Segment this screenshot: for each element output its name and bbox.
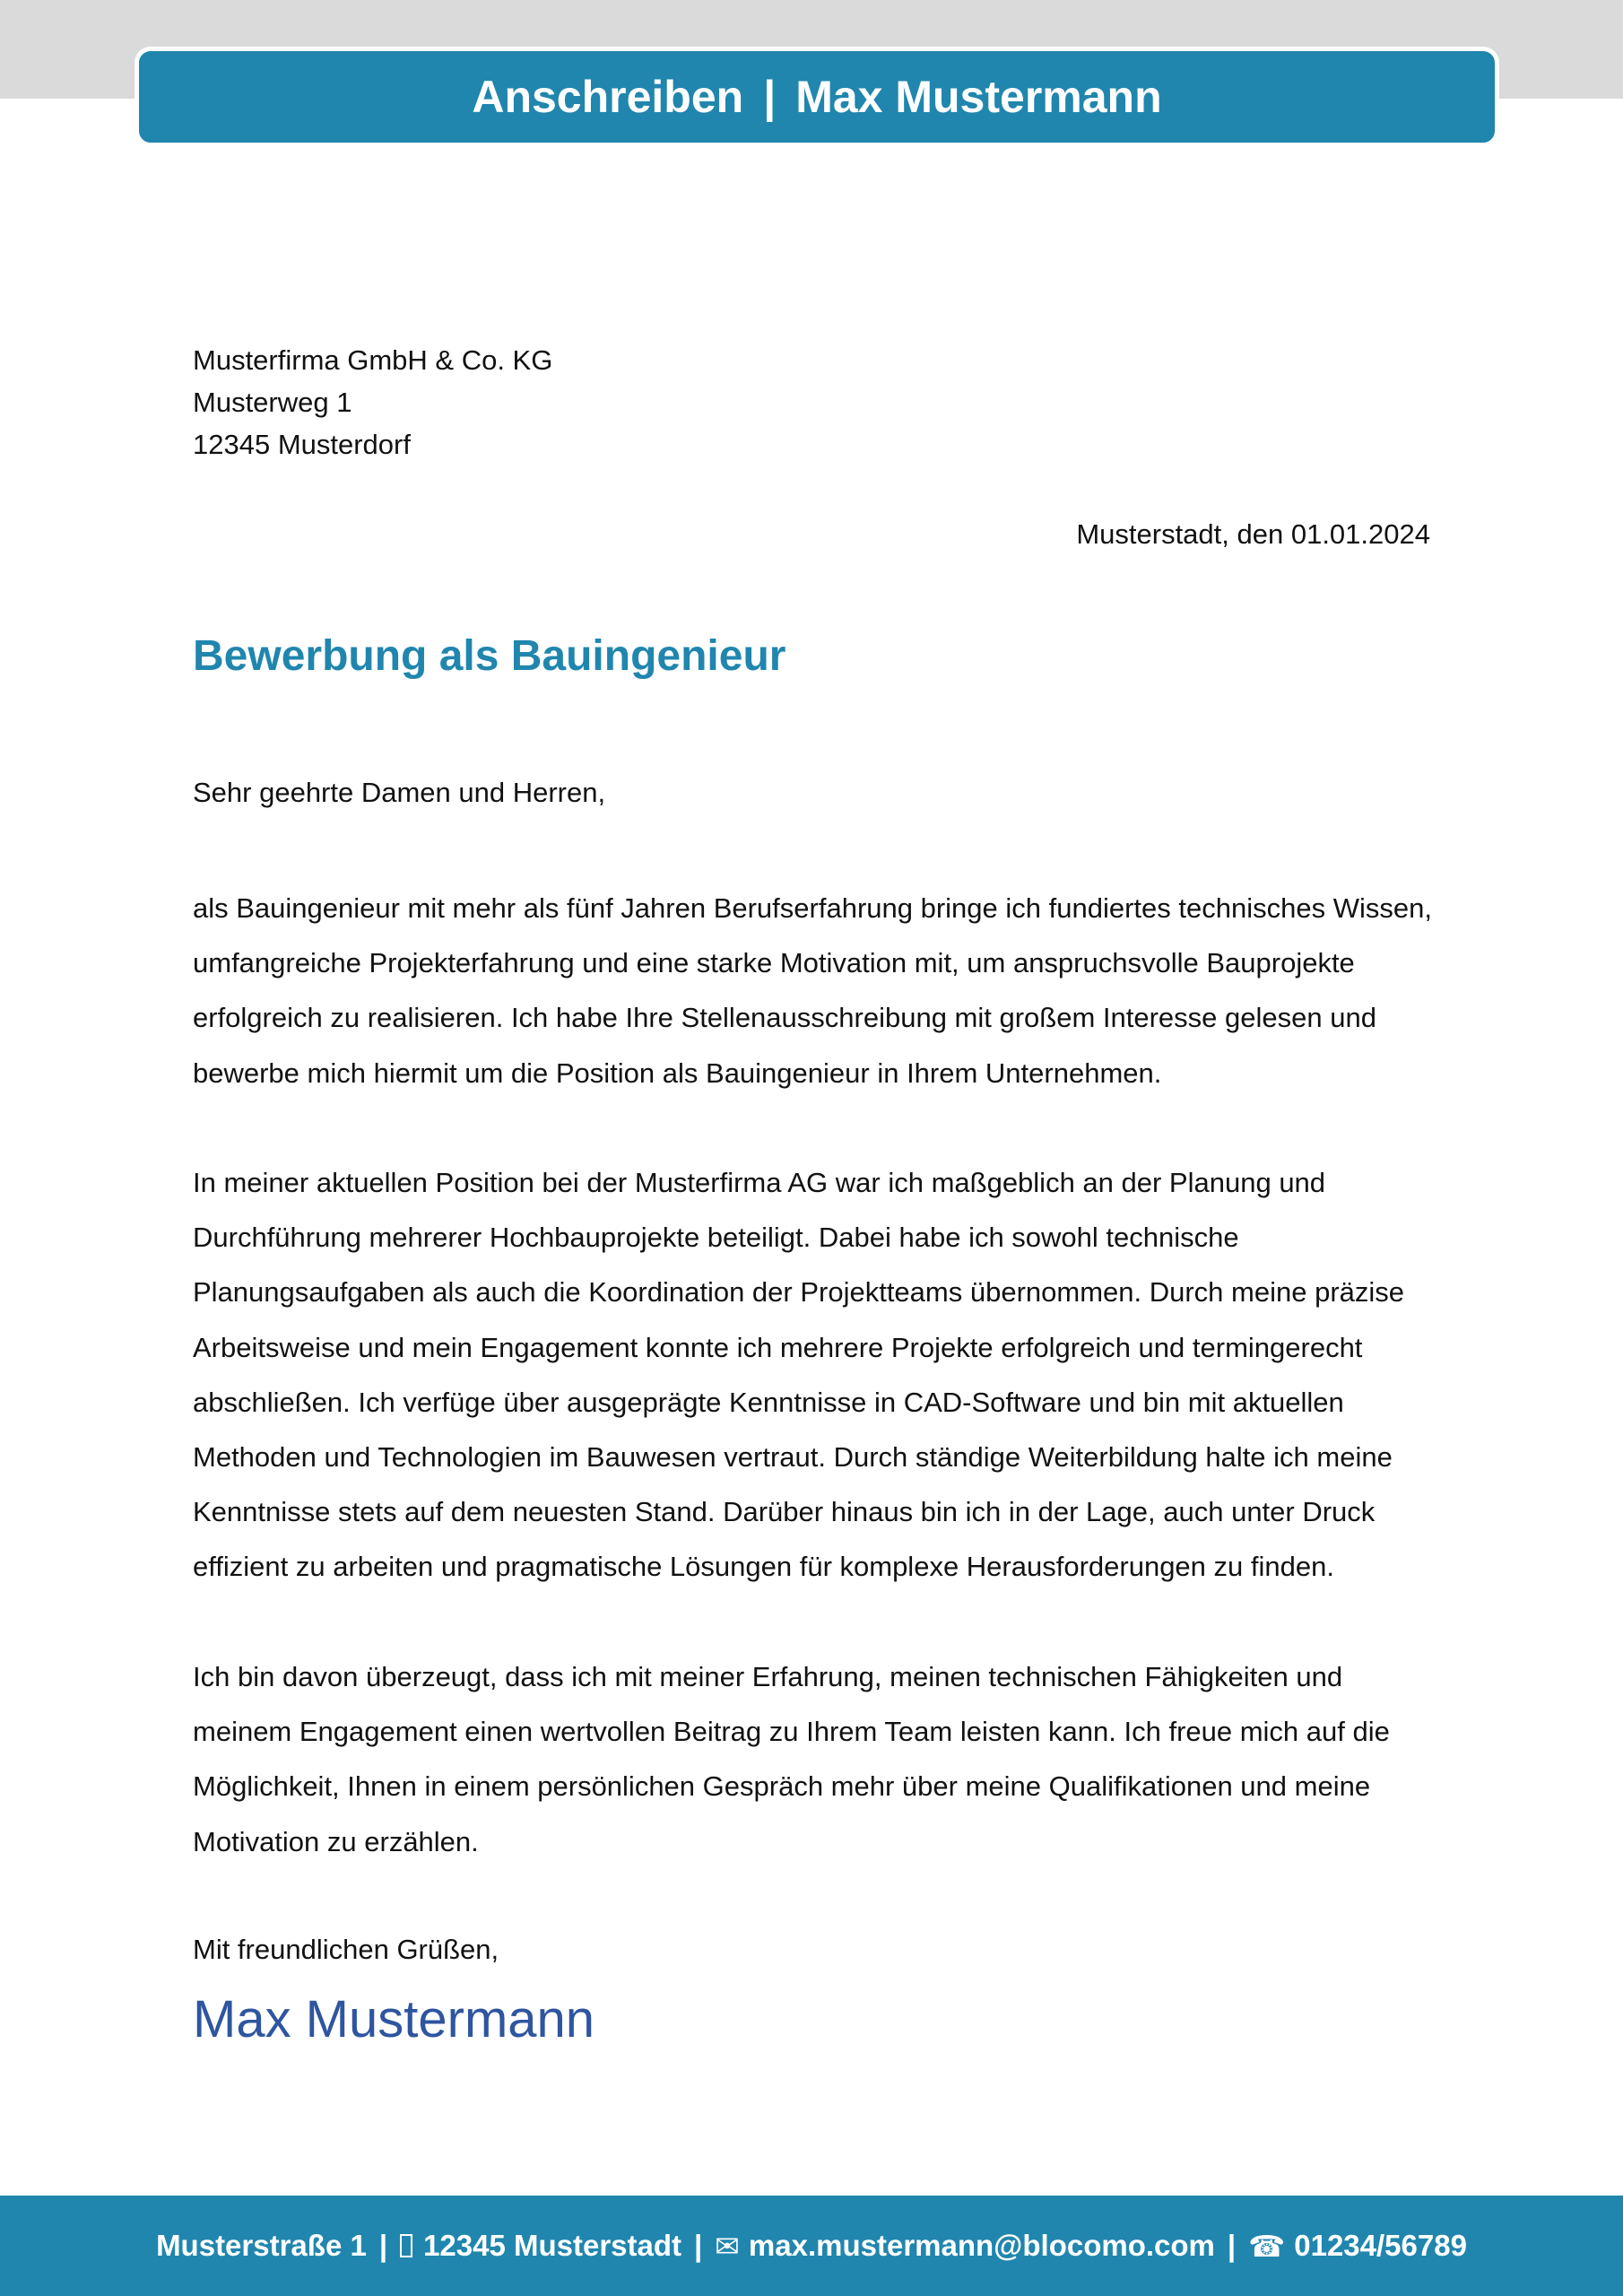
- signature: Max Mustermann: [193, 1990, 595, 2048]
- footer-separator: |: [378, 2229, 388, 2262]
- text-line: Durchführung mehrerer Hochbauprojekte beteiligt. Dabei habe ich sowohl technische: [193, 1222, 1239, 1254]
- footer-separator: |: [1227, 2229, 1237, 2262]
- body-paragraph-3: [193, 1649, 1448, 1869]
- text-line: Ich bin davon überzeugt, dass ich mit meiner Erfahrung, meinen technischen Fähigkeiten und: [193, 1661, 1343, 1692]
- text-line: Methoden und Technologien im Bauwesen vertraut. Durch ständige Weiterbildung halte ich meine: [193, 1441, 1393, 1474]
- footer-separator: |: [694, 2229, 703, 2262]
- text-line: Motivation zu erzählen.: [193, 1825, 479, 1857]
- salutation: Sehr geehrte Damen und Herren,: [193, 777, 606, 808]
- recipient-address: [193, 339, 552, 465]
- text-line: Arbeitsweise und mein Engagement konnte ich mehrere Projekte erfolgreich und termingerecht: [193, 1331, 1363, 1363]
- footer-city: 12345 Musterstadt: [423, 2229, 682, 2262]
- recipient-city: 12345 Musterdorf: [193, 429, 411, 460]
- header-separator: |: [763, 72, 777, 122]
- body-paragraph-2: [193, 1155, 1448, 1595]
- text-line: Kenntnisse stets auf dem neuesten Stand. Darüber hinaus bin ich in der Lage, auch unter Druck: [193, 1496, 1376, 1528]
- text-line: abschließen. Ich verfüge über ausgeprägte Kenntnisse in CAD-Software und bin mit aktuellen: [193, 1386, 1344, 1418]
- text-line: Möglichkeit, Ihnen in einem persönlichen Gespräch mehr über meine Qualifikationen und meine: [193, 1770, 1371, 1803]
- footer-street: Musterstraße 1: [156, 2229, 367, 2262]
- footer-email[interactable]: max.mustermann@blocomo.com: [748, 2229, 1215, 2262]
- phone-icon: ☎: [1248, 2229, 1286, 2263]
- text-line: In meiner aktuellen Position bei der Musterfirma AG war ich maßgeblich an der Planung und: [193, 1167, 1326, 1198]
- text-line: meinem Engagement einen wertvollen Beitrag zu Ihrem Team leisten kann. Ich freue mich auf die: [193, 1716, 1390, 1748]
- location-icon: [400, 2234, 412, 2257]
- header-doc-type: Anschreiben: [472, 72, 744, 122]
- header-banner: [135, 47, 1499, 147]
- text-line: effizient zu arbeiten und pragmatische Lösungen für komplexe Herausforderungen zu finden.: [193, 1551, 1334, 1583]
- email-icon: ✉: [715, 2229, 740, 2263]
- footer-contact-bar: [0, 2196, 1623, 2296]
- text-line: bewerbe mich hiermit um die Position als Bauingenieur in Ihrem Unternehmen.: [193, 1057, 1162, 1089]
- text-line: erfolgreich zu realisieren. Ich habe Ihre Stellenausschreibung mit großem Interesse gelesen und: [193, 1002, 1376, 1034]
- subject-heading: Bewerbung als Bauingenieur: [193, 632, 786, 680]
- header-name: Max Mustermann: [795, 72, 1162, 122]
- closing: Mit freundlichen Grüßen,: [193, 1934, 499, 1965]
- text-line: Planungsaufgaben als auch die Koordination der Projektteams übernommen. Durch meine präzise: [193, 1276, 1405, 1309]
- footer-phone[interactable]: 01234/56789: [1294, 2229, 1467, 2262]
- recipient-company: Musterfirma GmbH & Co. KG: [193, 344, 553, 376]
- text-line: umfangreiche Projekterfahrung und eine starke Motivation mit, um anspruchsvolle Bauprojekte: [193, 947, 1355, 979]
- recipient-street: Musterweg 1: [193, 387, 352, 418]
- place-date: Musterstadt, den 01.01.2024: [1076, 518, 1430, 550]
- text-line: als Bauingenieur mit mehr als fünf Jahren Berufserfahrung bringe ich fundiertes technisches Wissen,: [193, 892, 1432, 924]
- body-paragraph-1: [193, 881, 1448, 1100]
